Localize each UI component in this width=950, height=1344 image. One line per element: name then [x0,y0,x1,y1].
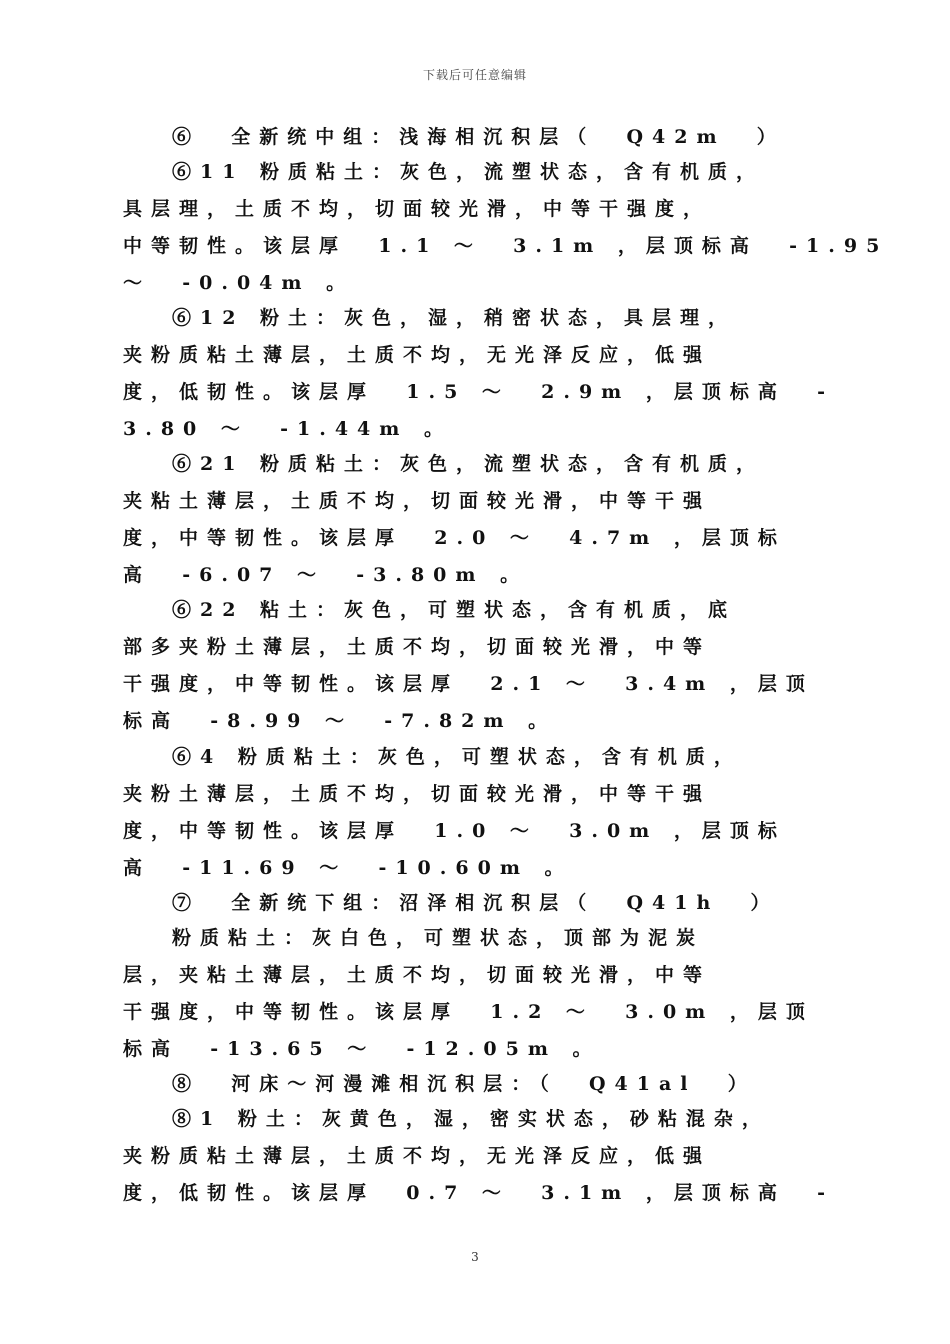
text-line: 部多夹粉土薄层，土质不均，切面较光滑，中等 [123,636,712,658]
text-line: 中等韧性。该层厚 1.1 ～ 3.1m ，层顶标高 -1.95 [123,235,889,257]
text-line: ⑥4 粉质粘土：灰色，可塑状态，含有机质， [172,746,742,768]
text-line: 3.80 ～ -1.44m 。 [123,418,452,440]
text-line: ⑥ 全新统中组：浅海相沉积层（ Q42m ） [172,126,785,148]
text-line: ⑥12 粉土：灰色，湿，稍密状态，具层理， [172,307,737,329]
text-line: ⑦ 全新统下组：沼泽相沉积层（ Q41h ） [172,892,779,914]
text-line: 干强度，中等韧性。该层厚 2.1 ～ 3.4m ，层顶 [123,673,814,695]
text-line: ～ -0.04m 。 [123,272,355,294]
text-line: 度，低韧性。该层厚 1.5 ～ 2.9m ，层顶标高 - [123,381,835,403]
text-line: 夹粘土薄层，土质不均，切面较光滑，中等干强 [123,490,712,512]
text-line: ⑥22 粘土：灰色，可塑状态，含有机质，底 [172,599,737,621]
text-line: ⑥21 粉质粘土：灰色，流塑状态，含有机质， [172,453,765,475]
text-line: 层，夹粘土薄层，土质不均，切面较光滑，中等 [123,964,712,986]
text-line: 度，中等韧性。该层厚 2.0 ～ 4.7m ，层顶标 [123,527,786,549]
text-line: 夹粉质粘土薄层，土质不均，无光泽反应，低强 [123,344,712,366]
text-line: 标高 -13.65 ～ -12.05m 。 [123,1038,601,1060]
text-line: 粉质粘土：灰白色，可塑状态，顶部为泥炭 [172,927,705,949]
text-line: 具层理，土质不均，切面较光滑，中等干强度， [123,198,712,220]
text-line: 夹粉土薄层，土质不均，切面较光滑，中等干强 [123,783,712,805]
text-line: 夹粉质粘土薄层，土质不均，无光泽反应，低强 [123,1145,712,1167]
page-number: 3 [471,1250,479,1264]
header-note: 下载后可任意编辑 [422,68,527,82]
text-line: 高 -11.69 ～ -10.60m 。 [123,857,573,879]
text-line: 标高 -8.99 ～ -7.82m 。 [123,710,557,732]
text-line: ⑥11 粉质粘土：灰色，流塑状态，含有机质， [172,161,765,183]
text-line: 干强度，中等韧性。该层厚 1.2 ～ 3.0m ，层顶 [123,1001,814,1023]
text-line: 高 -6.07 ～ -3.80m 。 [123,564,529,586]
text-line: 度，中等韧性。该层厚 1.0 ～ 3.0m ，层顶标 [123,820,786,842]
text-line: ⑧ 河床～河漫滩相沉积层：（ Q41al ） [172,1073,756,1095]
text-line: 度，低韧性。该层厚 0.7 ～ 3.1m ，层顶标高 - [123,1182,835,1204]
text-line: ⑧1 粉土：灰黄色，湿，密实状态，砂粘混杂， [172,1108,770,1130]
